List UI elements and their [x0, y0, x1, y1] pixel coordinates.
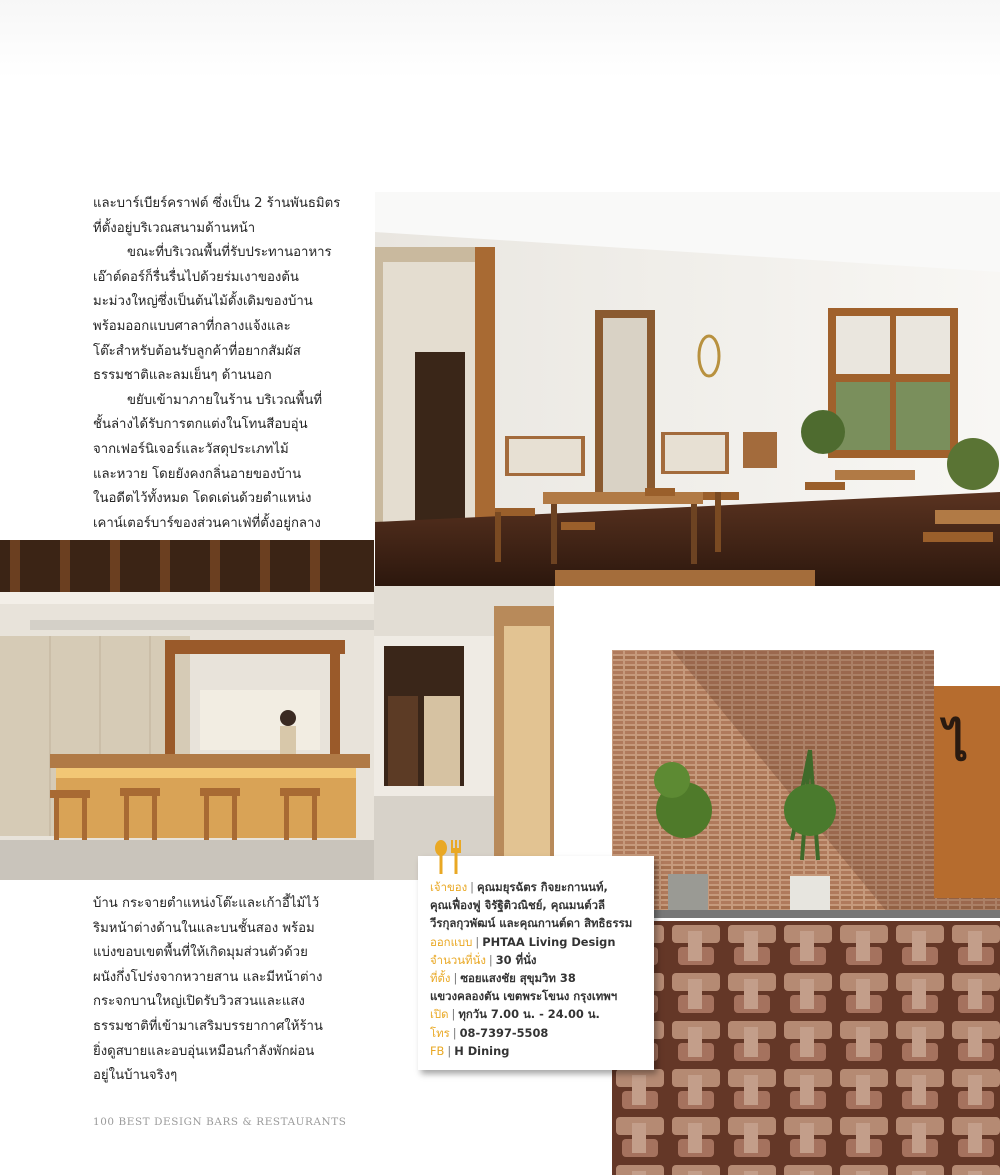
tel-value: 08-7397-5508 — [459, 1025, 549, 1040]
separator: | — [452, 1025, 457, 1040]
separator: | — [451, 1007, 456, 1022]
text-line: กระจกบานใหญ่เปิดรับวิวสวนและแสง — [93, 994, 305, 1010]
brick-closeup-photo — [612, 921, 1000, 1175]
text-line: ผนังกึ่งโปร่งจากหวายสาน และมีหน้าต่าง — [93, 969, 323, 985]
text-line: ยิ่งดูสบายและอบอุ่นเหมือนกำลังพักผ่อน — [93, 1043, 315, 1059]
location-label: ที่ตั้ง — [430, 971, 451, 986]
design-value: PHTAA Living Design — [482, 934, 616, 949]
owner-value-line-2: คุณเฟื่องฟู จิรัฐิติวณิชย์, คุณมนต์วลี — [430, 898, 605, 913]
separator: | — [475, 934, 480, 949]
text-line: ขณะที่บริเวณพื้นที่รับประทานอาหาร — [127, 245, 332, 261]
design-label: ออกแบบ — [430, 934, 473, 949]
text-line: พร้อมออกแบบศาลาที่กลางแจ้งและ — [93, 318, 291, 334]
seats-value: 30 ที่นั่ง — [495, 952, 537, 967]
text-line: บ้าน กระจายตำแหน่งโต๊ะและเก้าอี้ไม้ไว้ — [93, 896, 320, 911]
body-text-bottom — [93, 892, 323, 1089]
page-footer: 100 BEST DESIGN BARS & RESTAURANTS — [93, 1116, 347, 1128]
restaurant-info-box — [418, 856, 654, 1070]
wall-sign-letter: ไ — [944, 716, 969, 772]
text-line: ธรรมชาติและลมเย็นๆ ด้านนอก — [93, 368, 272, 384]
text-line: เอ๊าต์ดอร์ก็รื่นรื่นไปด้วยร่มเงาของต้น — [93, 269, 299, 285]
fb-value: H Dining — [454, 1043, 510, 1058]
separator: | — [488, 952, 493, 967]
seats-label: จำนวนที่นั่ง — [430, 952, 486, 967]
info-seats — [430, 951, 646, 969]
page-top-margin — [0, 0, 1000, 130]
fb-label: FB — [430, 1043, 445, 1058]
info-fb — [430, 1042, 646, 1060]
separator: | — [447, 1043, 452, 1058]
open-value: ทุกวัน 7.00 น. - 24.00 น. — [458, 1007, 600, 1022]
body-text-top — [93, 192, 340, 536]
bar-counter-photo — [0, 540, 374, 880]
owner-value: คุณมยุรฉัตร กิจยะกานนท์, — [477, 880, 608, 894]
text-line: โต๊ะสำหรับต้อนรับลูกค้าที่อยากสัมผัส — [93, 343, 301, 359]
dining-room-photo — [375, 192, 1000, 586]
text-line: มะม่วงใหญ่ซึ่งเป็นต้นไม้ดั้งเดิมของบ้าน — [93, 294, 313, 310]
fork-spoon-icon — [432, 840, 466, 874]
text-line: อยู่ในบ้านจริงๆ — [93, 1068, 178, 1084]
location-value: ซอยแสงชัย สุขุมวิท 38 — [460, 971, 576, 986]
text-line: ธรรมชาติที่เข้ามาเสริมบรรยากาศให้ร้าน — [93, 1018, 323, 1034]
text-line: ขยับเข้ามาภายในร้าน บริเวณพื้นที่ — [127, 392, 323, 408]
separator: | — [470, 880, 474, 894]
location-value-line-2: แขวงคลองตัน เขตพระโขนง กรุงเทพฯ — [430, 989, 618, 1004]
text-line: ริมหน้าต่างด้านในและบนชั้นสอง พร้อม — [93, 920, 315, 936]
hallway-photo — [374, 586, 554, 880]
text-line: ที่ตั้งอยู่บริเวณสนามด้านหน้า — [93, 220, 256, 236]
info-owner — [430, 878, 646, 896]
open-label: เปิด — [430, 1007, 449, 1022]
owner-label: เจ้าของ — [430, 880, 468, 894]
exterior-brick-wall-photo — [612, 650, 1000, 918]
info-design — [430, 933, 646, 951]
separator: | — [453, 971, 458, 986]
text-line: จากเฟอร์นิเจอร์และวัสดุประเภทไม้ — [93, 441, 289, 457]
text-line: ในอดีตไว้ทั้งหมด โดดเด่นด้วยตำแหน่ง — [93, 491, 312, 507]
owner-value-line-3: วีรกุลกุวพัฒน์ และคุณกานต์ดา สิทธิธรรม — [430, 916, 633, 931]
info-tel — [430, 1024, 646, 1042]
text-line: ชั้นล่างได้รับการตกแต่งในโทนสีอบอุ่น — [93, 417, 308, 433]
text-line: และบาร์เบียร์คราฟต์ ซึ่งเป็น 2 ร้านพันธมิตร — [93, 196, 341, 211]
info-open — [430, 1005, 646, 1023]
text-line: เคาน์เตอร์บาร์ของส่วนคาเฟ่ที่ตั้งอยู่กลาง — [93, 515, 321, 531]
tel-label: โทร — [430, 1025, 450, 1040]
info-location — [430, 969, 646, 987]
text-line: แบ่งขอบเขตพื้นที่ให้เกิดมุมส่วนตัวด้วย — [93, 945, 308, 961]
text-line: และหวาย โดยยังคงกลิ่นอายของบ้าน — [93, 466, 302, 482]
